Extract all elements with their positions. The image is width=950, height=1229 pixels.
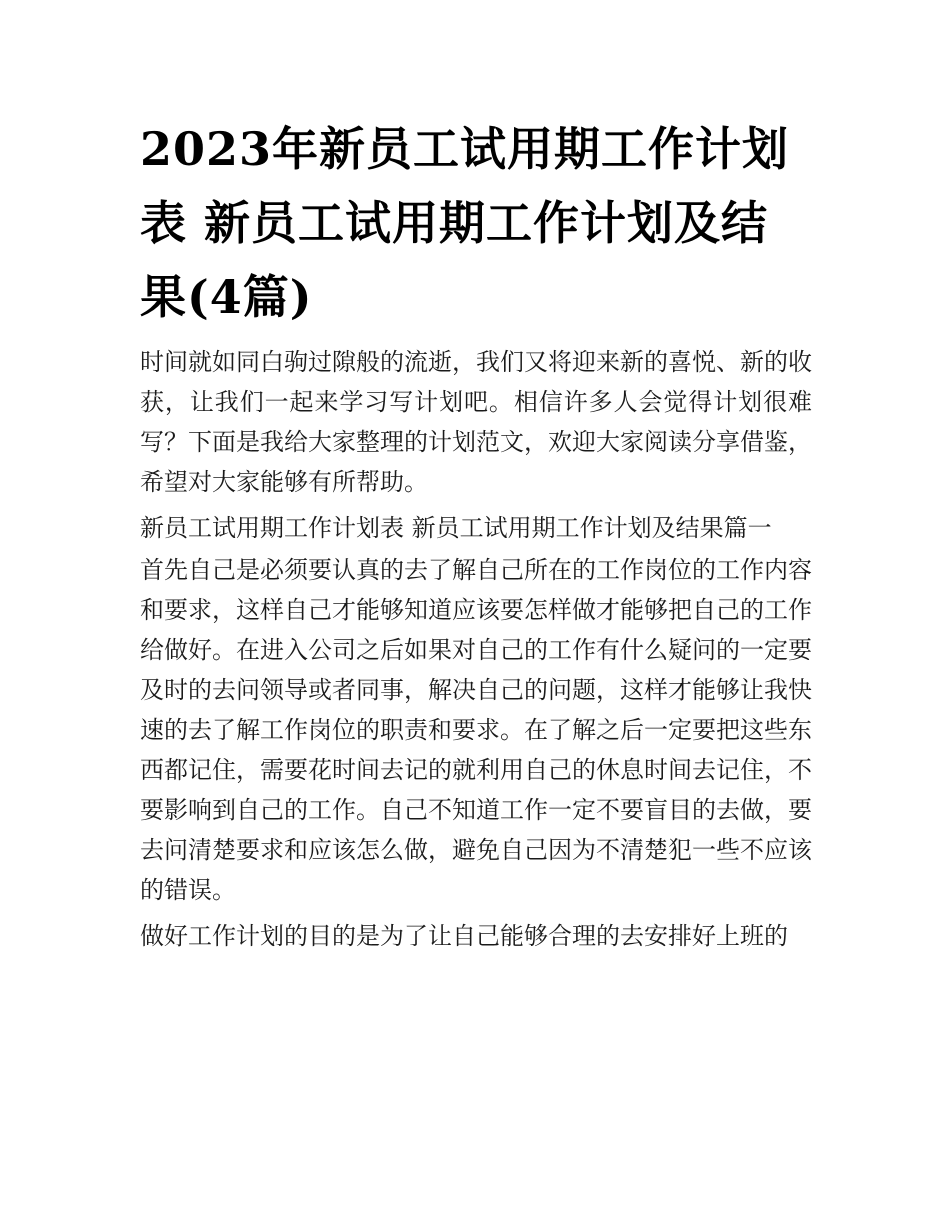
body-paragraph: 首先自己是必须要认真的去了解自己所在的工作岗位的工作内容和要求，这样自己才能够知道应该要怎样做才能够把自己的工作给做好。在进入公司之后如果对自己的工作有什么疑问的一定要及时的去问领导或者同事，解决自己的问题，这样才能够让我快速的去了解工作岗位的职责和要求。在了解之后一定要把这些东西都记住，需要花时间去记的就利用自己的休息时间去记住，不要影响到自己的工作。自己不知道工作一定不要盲目的去做，要去问清楚要求和应该怎么做，避免自己因为不清楚犯一些不应该的错误。 [140,556,812,904]
document-title: 2023年新员工试用期工作计划表 新员工试用期工作计划及结果(4篇) [140,122,790,324]
intro-paragraph: 时间就如同白驹过隙般的流逝，我们又将迎来新的喜悦、新的收获，让我们一起来学习写计划吧。相信许多人会觉得计划很难写？下面是我给大家整理的计划范文，欢迎大家阅读分享借鉴，希望对大家能够有所帮助。 [140,348,812,496]
body-paragraph-continued: 做好工作计划的目的是为了让自己能够合理的去安排好上班的 [140,922,788,950]
section-heading: 新员工试用期工作计划表 新员工试用期工作计划及结果篇一 [140,514,772,542]
